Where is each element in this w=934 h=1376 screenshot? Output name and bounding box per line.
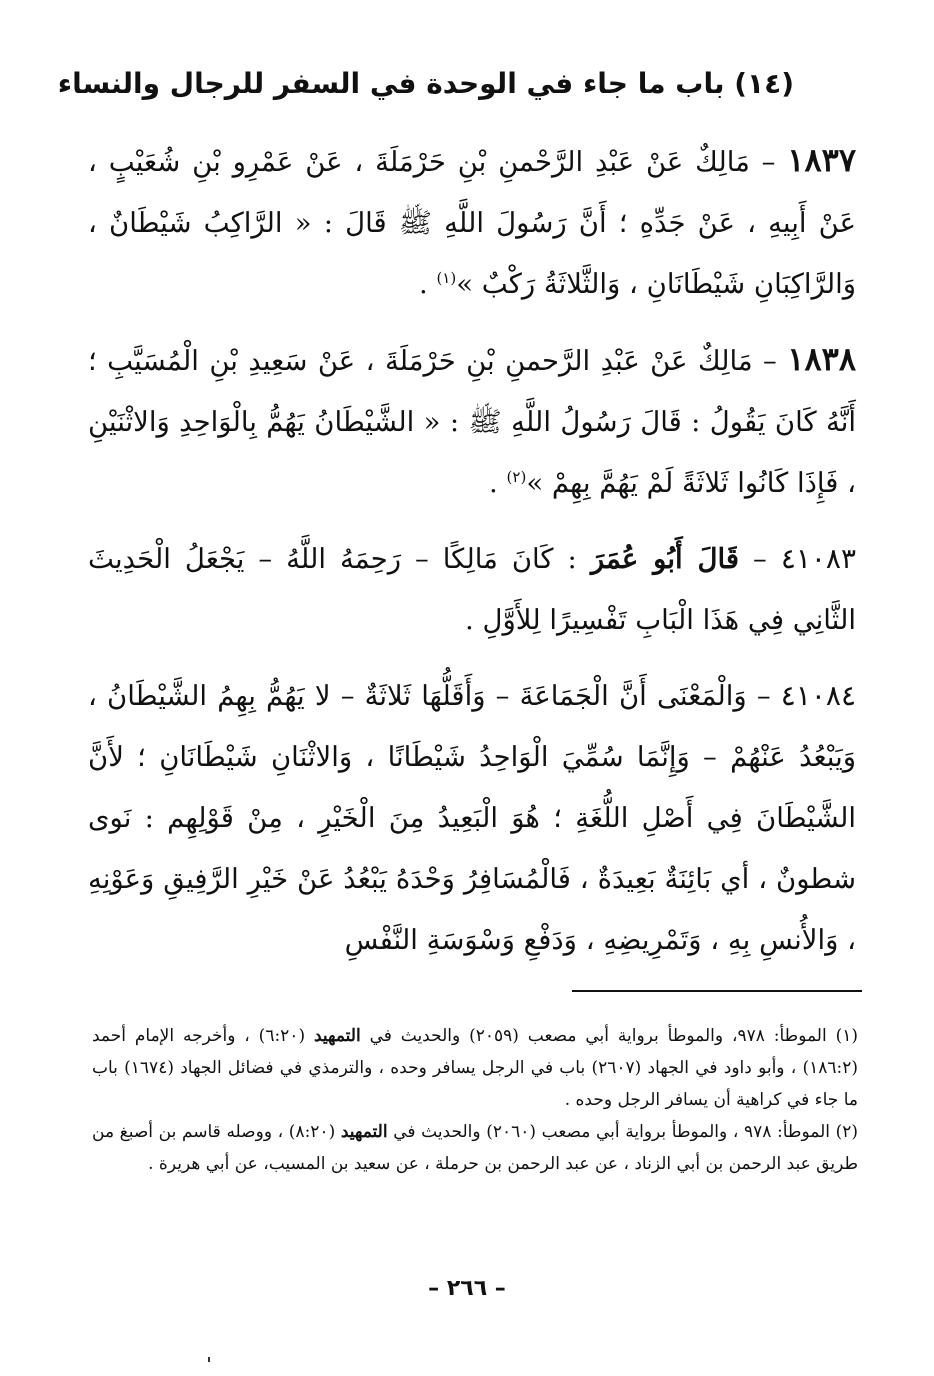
speaker-phrase: قَالَ أَبُو عُمَرَ bbox=[590, 543, 740, 575]
footnote-ref: (١) bbox=[436, 268, 457, 287]
hadith-text: – مَالِكٌ عَنْ عَبْدِ الرَّحْمنِ بْنِ حَرْمَلَةَ ، عَنْ عَمْرِو بْنِ شُعَيْبٍ ، عَنْ أَبِيهِ ، عَنْ جَدِّهِ ؛ أَنَّ رَسُولَ اللَّهِ ﷺ قَالَ : « الرَّاكِبُ شَيْطَانٌ ، وَالرَّاكِبَانِ شَيْطَانَانِ ، وَالثَّلاثَةُ رَكْبٌ » bbox=[88, 146, 856, 300]
paragraph-dash: – bbox=[739, 543, 781, 575]
footnote-2 bbox=[92, 1116, 858, 1180]
scan-speck bbox=[208, 1357, 210, 1362]
hadith-number: ١٨٣٨ bbox=[787, 340, 856, 378]
footnote-text: (٦:٢٠) ، وأخرجه الإمام أحمد (١٨٦:٢) ، وأبو داود في الجهاد (٢٦٠٧) باب في الرجل يسافر وحده ، والترمذي في فضائل الجهاد (١٦٧٤) باب ما جاء في كراهية أن يسافر الرجل وحده . bbox=[92, 1026, 859, 1110]
hadith-end: . bbox=[489, 467, 507, 499]
hadith-end: . bbox=[418, 268, 437, 300]
hadith-1837 bbox=[88, 130, 856, 315]
footnote-text: (٢) الموطأ: ٩٧٨ ، والموطأ برواية أبي مصعب (٢٠٦٠) والحديث في bbox=[387, 1122, 859, 1142]
page-number: – ٢٦٦ – bbox=[428, 1276, 506, 1301]
main-text bbox=[88, 130, 856, 985]
footnote-separator bbox=[572, 990, 862, 992]
paragraph-text: : كَانَ مَالِكًا – رَحِمَهُ اللَّهُ – يَجْعَلُ الْحَدِيثَ الثَّانِي فِي هَذَا الْبَابِ تَفْسِيرًا لِلأَوَّلِ . bbox=[88, 543, 856, 636]
footnotes bbox=[92, 1020, 858, 1180]
hadith-number: ١٨٣٧ bbox=[787, 141, 856, 179]
chapter-heading bbox=[57, 64, 794, 103]
hadith-1838 bbox=[88, 329, 856, 514]
hadith-text: – مَالِكٌ عَنْ عَبْدِ الرَّحمنِ بْنِ حَرْمَلَةَ ، عَنْ سَعِيدِ بْنِ الْمُسَيَّبِ ؛ أَنَّهُ كَانَ يَقُولُ : قَالَ رَسُولُ اللَّهِ ﷺ : « الشَّيْطَانُ يَهُمُّ بِالْوَاحِدِ وَالاثْنَيْنِ ، فَإِذَا كَانُوا ثَلاثَةً لَمْ يَهُمَّ بِهِمْ » bbox=[88, 345, 856, 499]
paragraph-number: ٤١٠٨٣ bbox=[780, 542, 857, 575]
footnote-text: (١) الموطأ: ٩٧٨، والموطأ برواية أبي مصعب (٢٠٥٩) والحديث في bbox=[360, 1026, 859, 1046]
paragraph-number: ٤١٠٨٤ bbox=[780, 679, 856, 712]
footnote-ref: (٢) bbox=[506, 467, 527, 486]
paragraph-41084 bbox=[88, 665, 856, 971]
paragraph-41083 bbox=[88, 528, 856, 651]
chapter-number: (١٤) bbox=[734, 67, 794, 100]
footnote-1 bbox=[92, 1020, 858, 1116]
paragraph-text: – وَالْمَعْنَى أَنَّ الْجَمَاعَةَ – وَأَقَلُّهَا ثَلاثَةٌ – لا يَهُمُّ بِهِمُ الشَّيْطَانُ ، وَيَبْعُدُ عَنْهُمْ – وَإِنَّمَا سُمِّيَ الْوَاحِدُ شَيْطَانًا ، وَالاثْنَانِ شَيْطَانَانِ ؛ لأَنَّ الشَّيْطَانَ فِي أَصْلِ اللُّغَةِ ؛ هُوَ الْبَعِيدُ مِنَ الْخَيْرِ ، مِنْ قَوْلِهِم : نَوى شطونٌ ، أي بَائِنَةٌ بَعِيدَةٌ ، فَالْمُسَافِرُ وَحْدَهُ يَبْعُدُ عَنْ خَيْرِ الرَّفِيقِ وَعَوْنِهِ ، وَالأُنسِ بِهِ ، وَتَمْرِيضِهِ ، وَدَفْعِ وَسْوَسَةِ النَّفْسِ bbox=[88, 680, 856, 956]
chapter-title: باب ما جاء في الوحدة في السفر للرجال والنساء bbox=[57, 67, 725, 100]
footnote-text: (٨:٢٠) ، ووصله قاسم بن أصبغ من طريق عبد الرحمن بن أبي الزناد ، عن عبد الرحمن بن حرملة ، عن سعيد بن المسيب، عن أبي هريرة . bbox=[92, 1122, 858, 1174]
book-title: التمهيد bbox=[313, 1026, 361, 1046]
book-title: التمهيد bbox=[340, 1122, 388, 1142]
